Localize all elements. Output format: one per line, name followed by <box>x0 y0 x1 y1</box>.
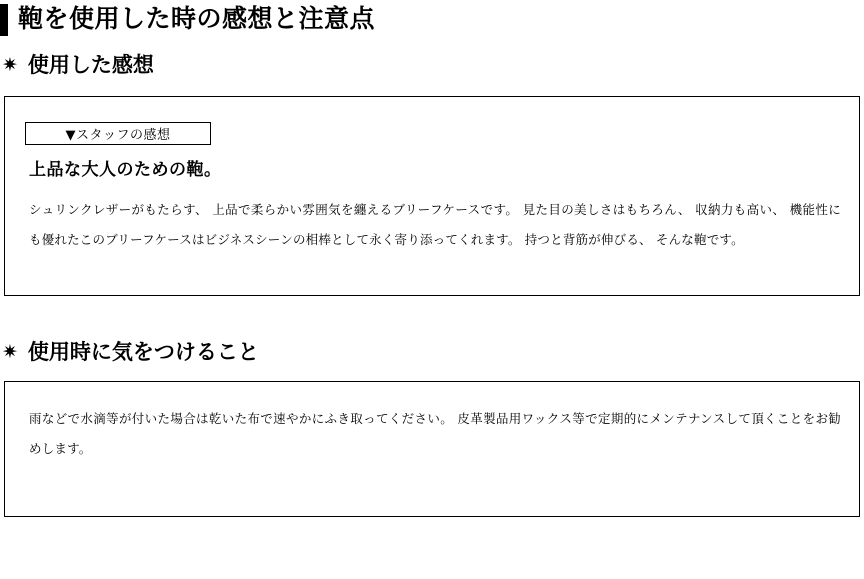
staff-impression-label: ▼スタッフの感想 <box>25 122 211 145</box>
impressions-box <box>4 96 860 296</box>
asterisk-icon: ✷ <box>2 53 18 76</box>
cautions-box <box>4 381 860 517</box>
section-heading-cautions-text: 使用時に気をつけること <box>27 340 259 364</box>
impressions-lead-text: 上品な大人のための鞄。 <box>29 160 222 180</box>
section-heading-cautions <box>2 340 259 364</box>
cautions-body-text: 雨などで水滴等が付いた場合は乾いた布で速やかにふき取ってください。 皮革製品用ワックス等で定期的にメンテナンスして頂くことをお勧めします。 <box>29 411 841 456</box>
page-title-text: 鞄を使用した時の感想と注意点 <box>18 6 376 33</box>
section-heading-impressions-text: 使用した感想 <box>27 53 154 77</box>
asterisk-icon: ✷ <box>2 340 18 363</box>
impressions-body-text: シュリンクレザーがもたらす、 上品で柔らかい雰囲気を纏えるブリーフケースです。 見た目の美しさはもちろん、 収納力も高い、 機能性にも優れたこのブリーフケースはビジネスシーンの相棒として永く寄り添ってくれます。 持つと背筋が伸びる、 そんな鞄です。 <box>29 202 841 247</box>
section-heading-impressions <box>2 53 154 77</box>
title-accent-bar <box>0 4 8 36</box>
page-title <box>0 2 375 38</box>
